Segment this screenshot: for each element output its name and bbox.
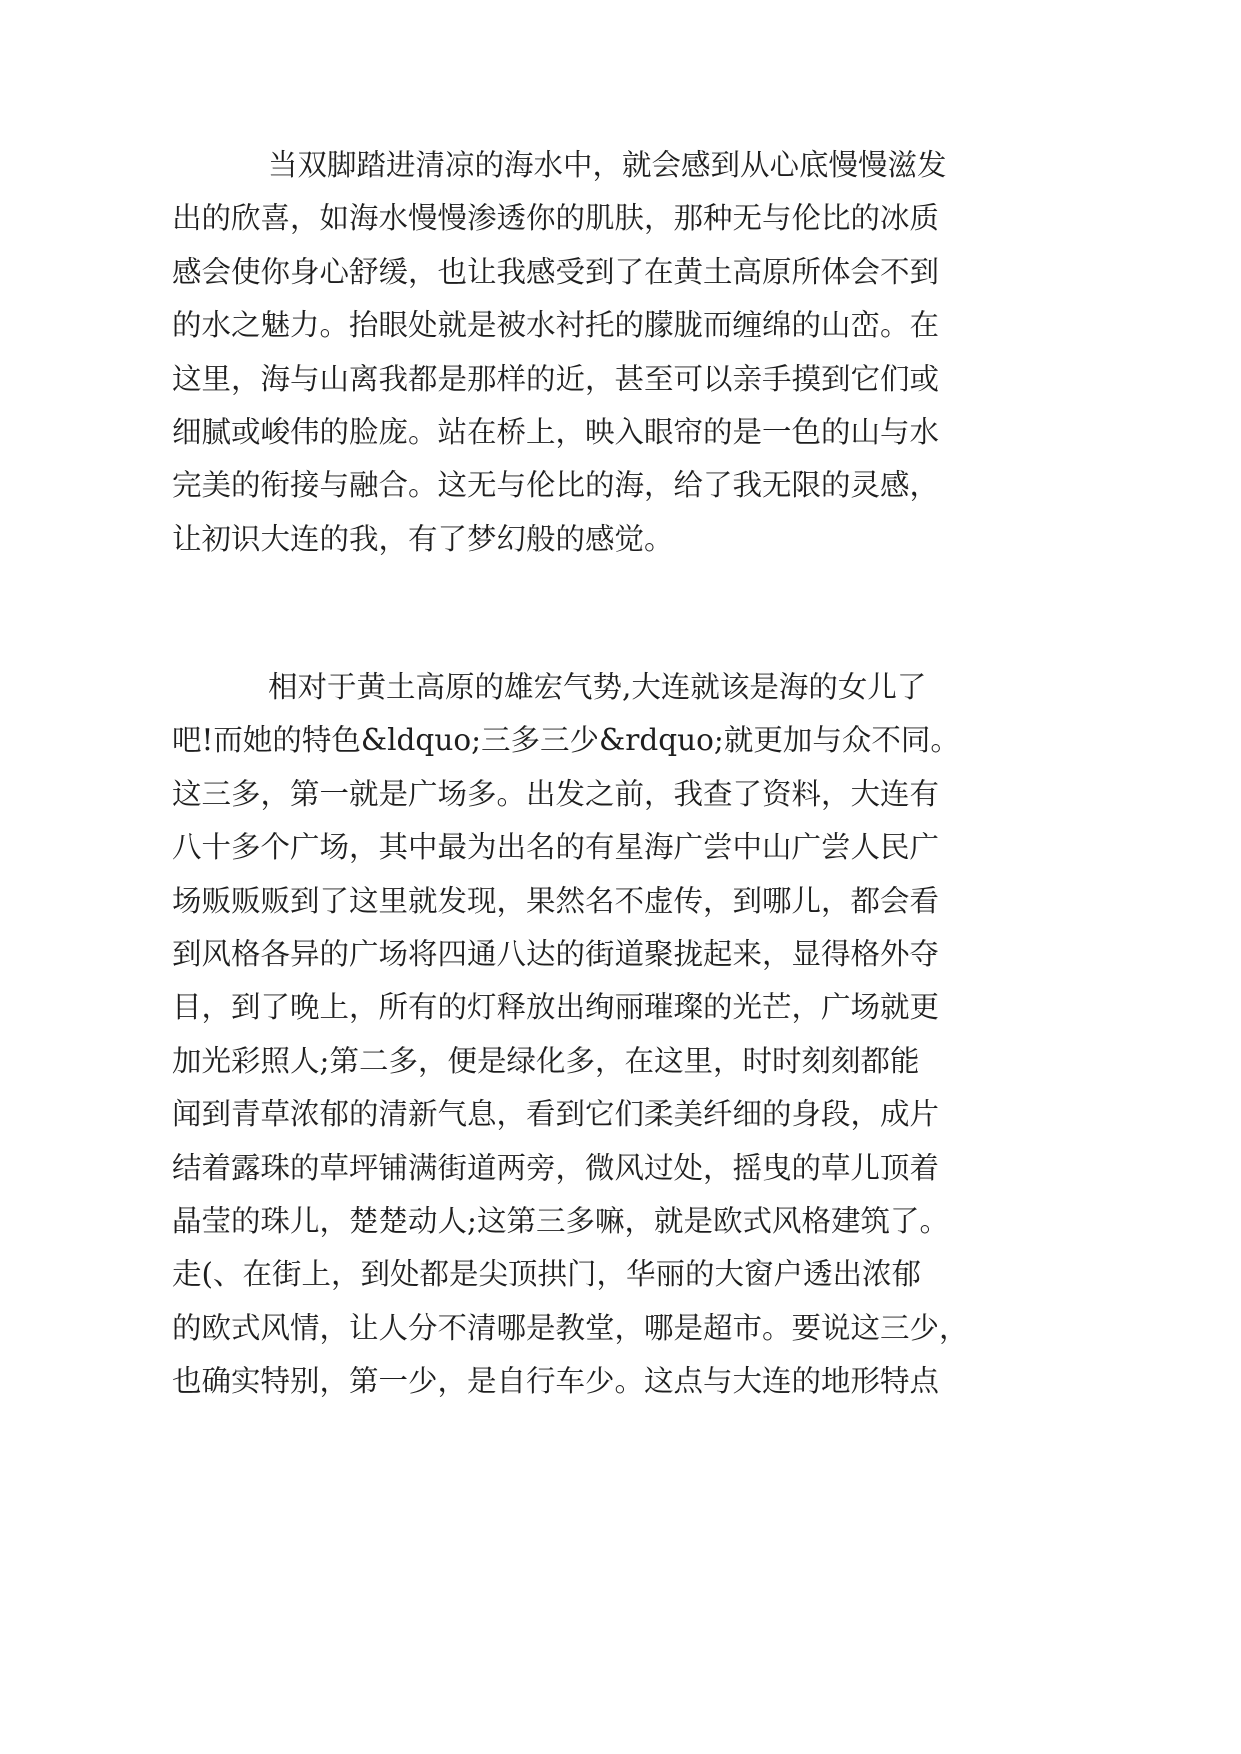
- paragraph: [172, 139, 992, 566]
- text-line: 相对于黄土高原的雄宏气势,大连就该是海的女儿了: [268, 670, 927, 704]
- text-line: 晶莹的珠儿，楚楚动人;这第三多嘛，就是欧式风格建筑了。: [172, 1203, 949, 1238]
- text-line: 当双脚踏进清凉的海水中，就会感到从心底慢慢滋发: [268, 148, 947, 182]
- text-line: 加光彩照人;第二多，便是绿化多，在这里，时时刻刻都能: [172, 1043, 920, 1078]
- text-line: 目，到了晚上，所有的灯释放出绚丽璀璨的光芒，广场就更: [172, 990, 940, 1025]
- text-line: 的欧式风情，让人分不清哪是教堂，哪是超市。要说这三少，: [172, 1310, 969, 1345]
- text-line: 让初识大连的我，有了梦幻般的感觉。: [172, 521, 674, 556]
- text-line: 闻到青草浓郁的清新气息，看到它们柔美纤细的身段，成片: [172, 1097, 940, 1132]
- text-line: 也确实特别，第一少，是自行车少。这点与大连的地形特点: [172, 1364, 940, 1399]
- paragraph: [172, 661, 992, 1408]
- text-line: 的水之魅力。抬眼处就是被水衬托的朦胧而缠绵的山峦。在: [172, 308, 940, 343]
- text-line: 吧!而她的特色&ldquo;三多三少&rdquo;就更加与众不同。: [172, 723, 960, 758]
- text-line: 细腻或峻伟的脸庞。站在桥上，映入眼帘的是一色的山与水: [172, 414, 940, 449]
- text-line: 这里，海与山离我都是那样的近，甚至可以亲手摸到它们或: [172, 361, 940, 396]
- text-line: 完美的衔接与融合。这无与伦比的海，给了我无限的灵感，: [172, 468, 940, 503]
- text-line: 八十多个广场，其中最为出名的有星海广尝中山广尝人民广: [172, 830, 940, 865]
- text-line: 结着露珠的草坪铺满街道两旁，微风过处，摇曳的草儿顶着: [172, 1150, 940, 1185]
- text-line: 场贩贩贩到了这里就发现，果然名不虚传，到哪儿，都会看: [172, 883, 940, 918]
- text-line: 出的欣喜，如海水慢慢渗透你的肌肤，那种无与伦比的冰质: [172, 201, 940, 236]
- text-line: 这三多，第一就是广场多。出发之前，我查了资料，大连有: [172, 776, 940, 811]
- text-line: 感会使你身心舒缓，也让我感受到了在黄土高原所体会不到: [172, 254, 940, 289]
- text-line: 到风格各异的广场将四通八达的街道聚拢起来，显得格外夺: [172, 936, 940, 971]
- text-line: 走(、在街上，到处都是尖顶拱门，华丽的大窗户透出浓郁: [172, 1257, 922, 1292]
